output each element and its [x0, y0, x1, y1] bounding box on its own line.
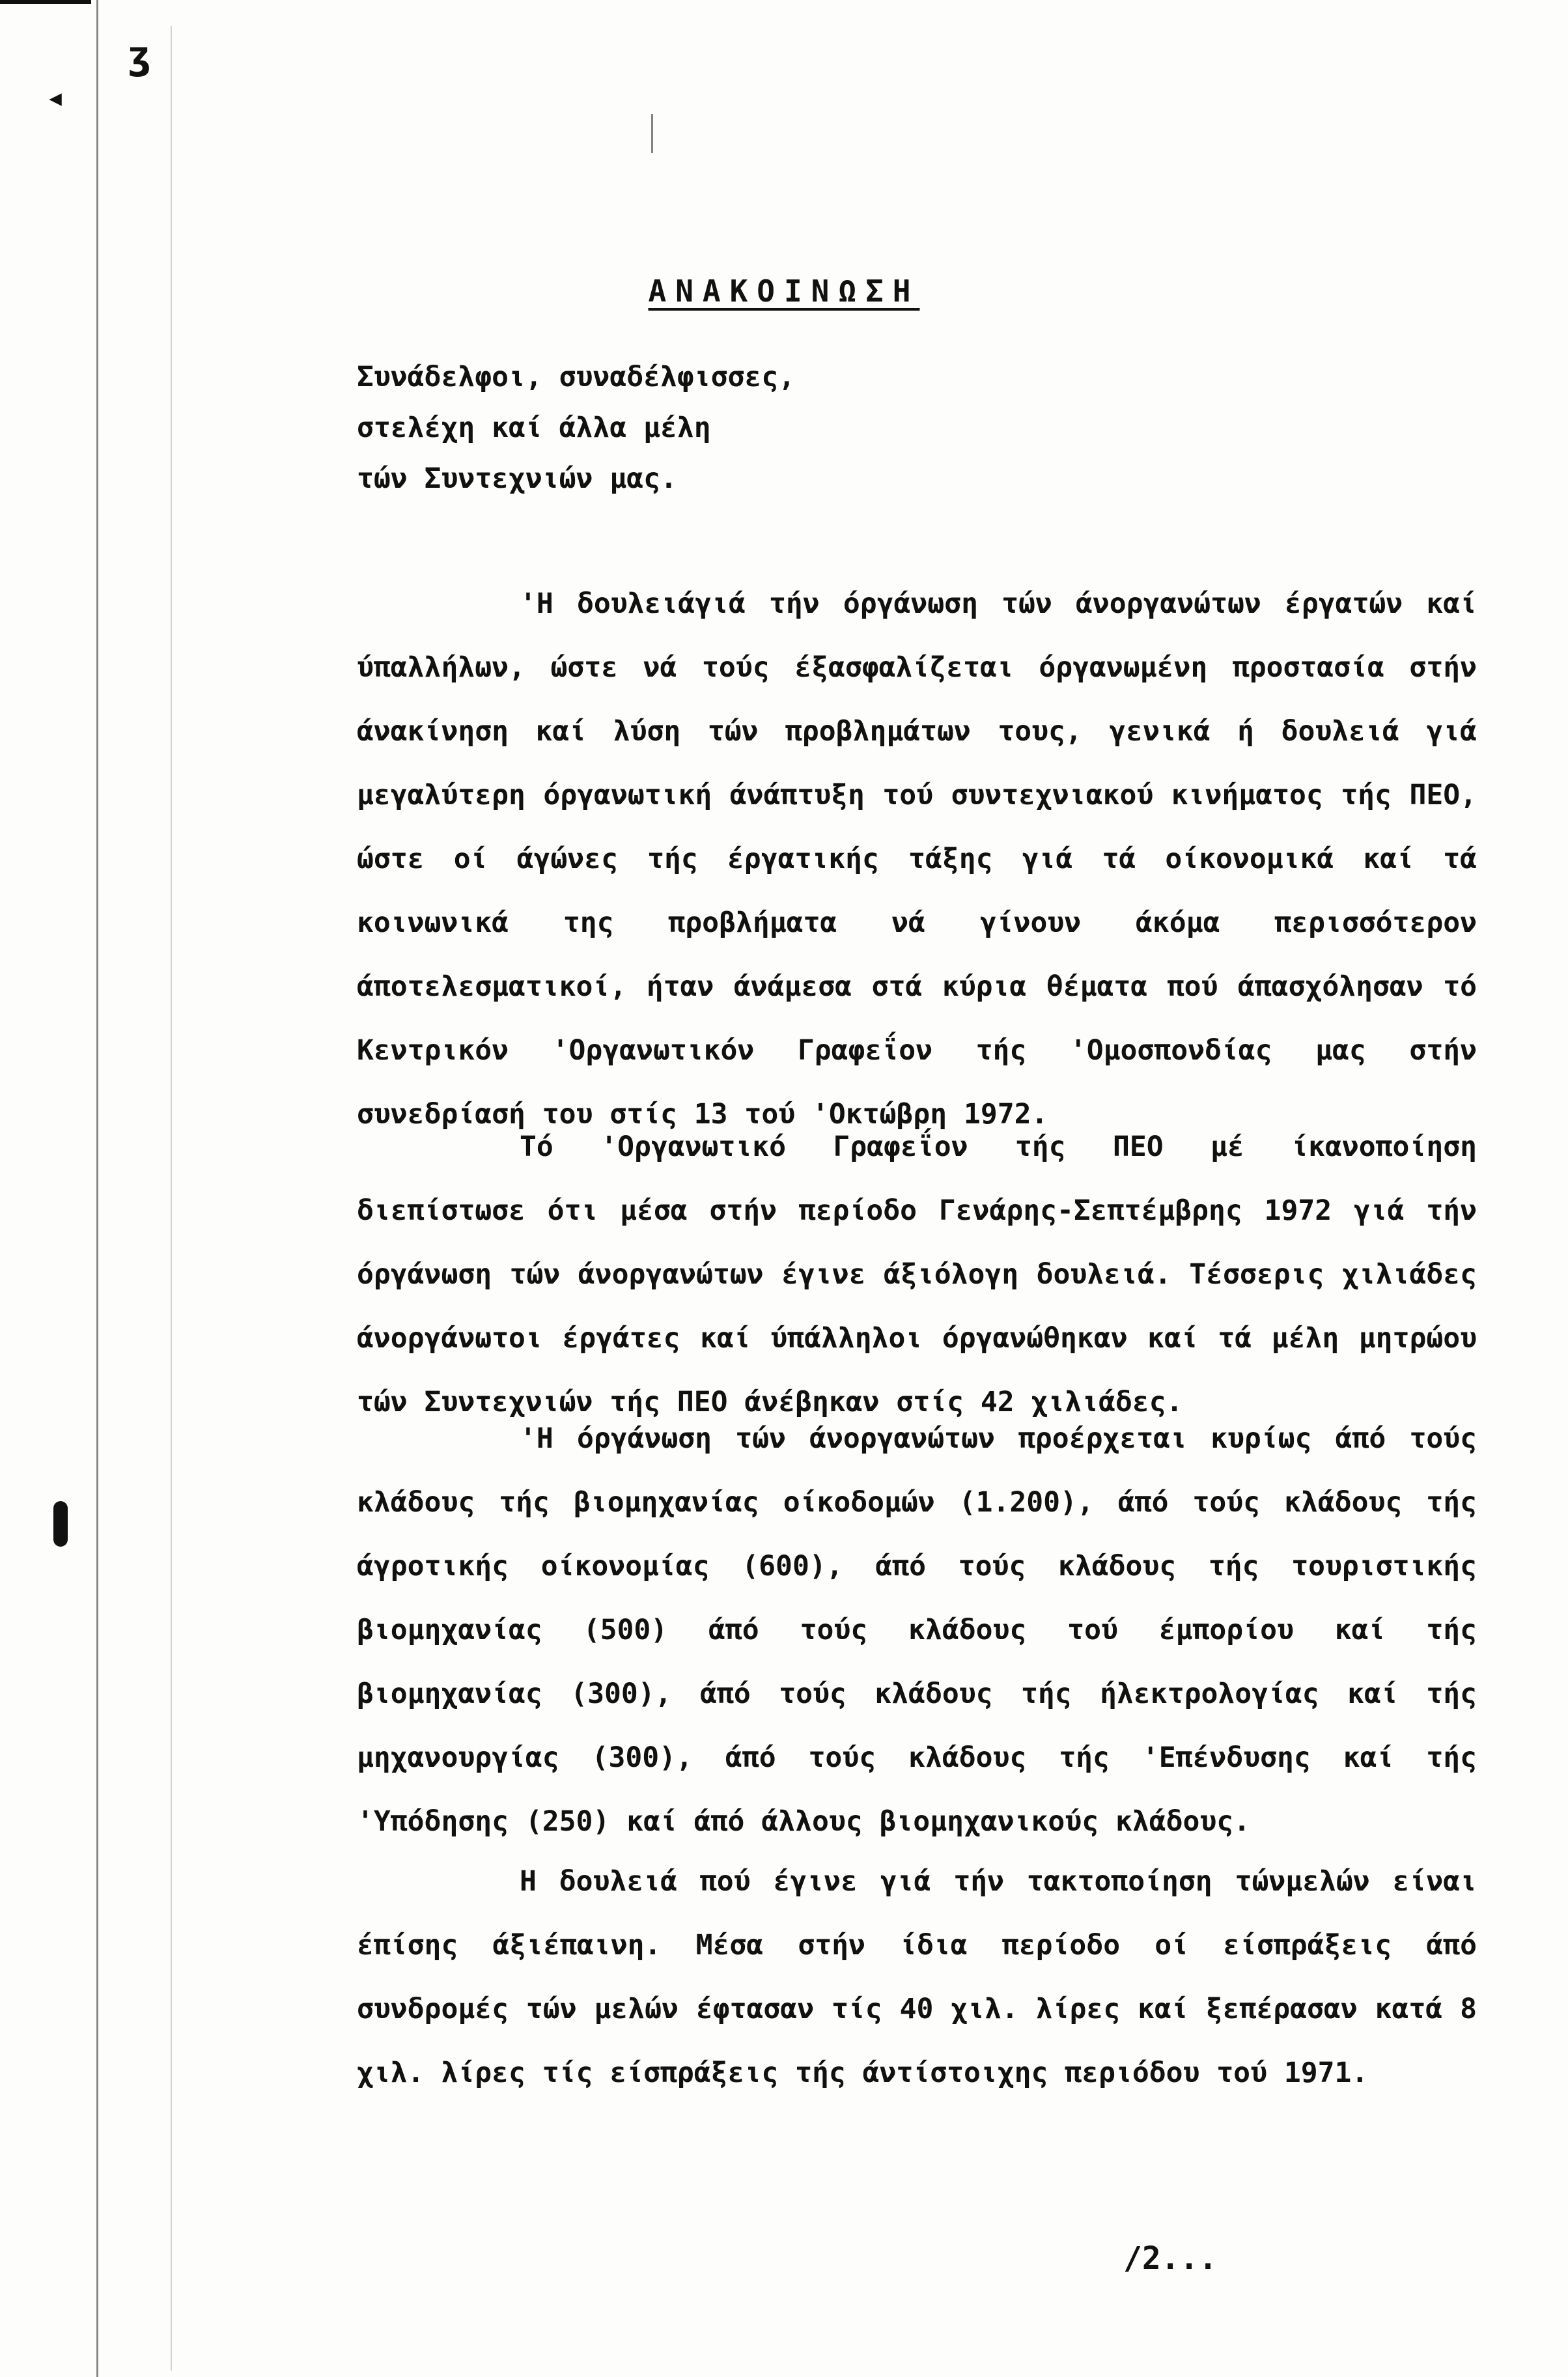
salutation-line: Συνάδελφοι, συναδέλφισσες,	[357, 361, 796, 393]
paragraph-sectors: 'Η όργάνωση τών άνοργανώτων προέρχεται κυρίως άπό τούς κλάδους τής βιομηχανίας οίκοδομών (1.200), άπό τούς κλάδους τής άγροτικής οίκονομίας (600), άπό τούς κλάδους τής τουριστικής βιομηχανίας (500) άπό τούς κλάδους τού έμπορίου καί τής βιομηχανίας (300), άπό τούς κλάδους τής ήλεκτρολογίας καί τής μηχανουργίας (300), άπό τούς κλάδους τής 'Επένδυσης καί τής 'Υπόδησης (250) καί άπό άλλους βιομηχανικούς κλάδους.	[357, 1422, 1477, 1838]
scan-edge-mark	[0, 0, 91, 4]
punch-hole	[53, 1501, 68, 1547]
document-title: ΑΝΑΚΟΙΝΩΣΗ	[648, 274, 920, 309]
paragraph-organising-bureau: Τό 'Οργανωτικό Γραφεΐον τής ΠΕΟ μέ ίκανοποίηση διεπίστωσε ότι μέσα στήν περίοδο Γενάρης-Σεπτέμβρης 1972 γιά τήν όργάνωση τών άνοργανώτων έγινε άξιόλογη δουλειά. Τέσσερις χιλιάδες άνοργάνωτοι έργάτες καί ύπάλληλοι όργανώθηκαν καί τά μέλη μητρώου τών Συντεχνιών τής ΠΕΟ άνέβηκαν στίς 42 χιλιάδες.	[357, 1131, 1477, 1418]
paragraph-organisation: 'Η δουλειάγιά τήν όργάνωση τών άνοργανώτων έργατών καί ύπαλλήλων, ώστε νά τούς έξασφαλίζεται όργανωμένη προστασία στήν άνακίνηση καί λύση τών προβλημάτων τους, γενικά ή δουλειά γιά μεγαλύτερη όργανωτική άνάπτυξη τού συντεχνιακού κινήματος τής ΠΕΟ, ώστε οί άγώνες τής έργατικής τάξης γιά τά οίκονομικά καί τά κοινωνικά της προβλήματα νά γίνουν άκόμα περισσότερον άποτελεσματικοί, ήταν άνάμεσα στά κύρια θέματα πού άπασχόλησαν τό Κεντρικόν 'Οργανωτικόν Γραφεΐον τής 'Ομοσπονδίας μας στήν συνεδρίασή του στίς 13 τού 'Οκτώβρη 1972.	[357, 587, 1477, 1131]
paragraph-membership-fees: Η δουλειά πού έγινε γιά τήν τακτοποίηση τώνμελών είναι έπίσης άξιέπαινη. Μέσα στήν ίδια περίοδο οί είσπράξεις άπό συνδρομές τών μελών έφτασαν τίς 40 χιλ. λίρες καί ξεπέρασαν κατά 8 χιλ. λίρες τίς είσπράξεις τής άντίστοιχης περιόδου τού 1971.	[357, 1865, 1477, 2089]
scan-stray-mark-icon: ʒ	[128, 33, 152, 78]
scan-margin-line	[96, 0, 98, 2377]
scan-arrow-mark-icon: ◂	[46, 78, 66, 116]
page-continuation-marker: /2...	[1123, 2240, 1218, 2277]
salutation	[357, 352, 795, 504]
salutation-line: στελέχη καί άλλα μέλη	[357, 412, 711, 444]
scan-margin-line-faint	[171, 26, 172, 2370]
scan-tick-mark	[651, 114, 653, 153]
salutation-line: τών Συντεχνιών μας.	[357, 462, 677, 495]
